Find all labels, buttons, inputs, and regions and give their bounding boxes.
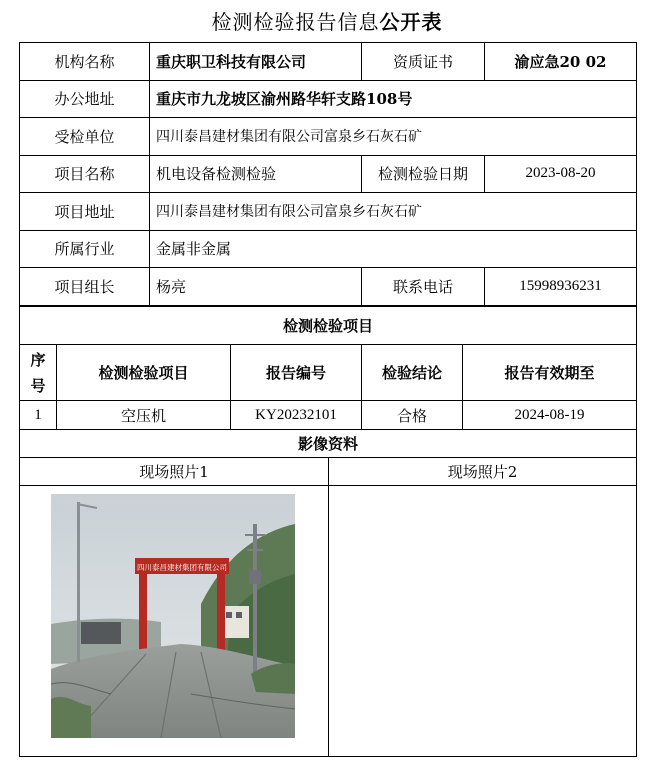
info-table xyxy=(19,42,637,306)
industry-label: 所属行业 xyxy=(20,230,150,268)
addr-label: 办公地址 xyxy=(20,80,150,118)
title-bold: 公开表 xyxy=(379,10,443,34)
page-title xyxy=(0,6,654,35)
site-photo-1 xyxy=(51,494,295,738)
images-caption-row xyxy=(20,458,637,486)
site-value: 四川泰昌建材集团有限公司富泉乡石灰石矿 xyxy=(150,193,637,231)
row-seq: 1 xyxy=(20,401,57,430)
industry-value: 金属非金属 xyxy=(150,230,637,268)
leader-value: 杨亮 xyxy=(150,268,362,306)
items-section-title: 检测检验项目 xyxy=(20,307,637,345)
client-label: 受检单位 xyxy=(20,118,150,156)
cert-value: 渝应急20 02 xyxy=(485,43,637,81)
header-conclusion: 检验结论 xyxy=(362,345,463,401)
photo2-label: 现场照片2 xyxy=(329,458,637,486)
items-header-row xyxy=(20,345,637,401)
header-valid-until: 报告有效期至 xyxy=(463,345,637,401)
info-row-leader xyxy=(20,268,637,306)
org-label: 机构名称 xyxy=(20,43,150,81)
project-label: 项目名称 xyxy=(20,155,150,193)
org-value: 重庆职卫科技有限公司 xyxy=(150,43,362,81)
info-row-project xyxy=(20,155,637,193)
phone-value: 15998936231 xyxy=(485,268,637,306)
images-content-row xyxy=(20,486,637,757)
info-row-addr xyxy=(20,80,637,118)
phone-label: 联系电话 xyxy=(362,268,485,306)
info-row-industry xyxy=(20,230,637,268)
site-photo-illustration xyxy=(51,494,295,738)
photo2-cell xyxy=(329,486,637,757)
client-value: 四川泰昌建材集团有限公司富泉乡石灰石矿 xyxy=(150,118,637,156)
photo1-label: 现场照片1 xyxy=(20,458,329,486)
items-section-row xyxy=(20,307,637,345)
info-row-org xyxy=(20,43,637,81)
leader-label: 项目组长 xyxy=(20,268,150,306)
header-item: 检测检验项目 xyxy=(57,345,231,401)
addr-value: 重庆市九龙坡区渝州路华轩支路108号 xyxy=(150,80,637,118)
cert-label: 资质证书 xyxy=(362,43,485,81)
header-seq: 序号 xyxy=(20,345,57,401)
title-normal: 检测检验报告信息 xyxy=(211,10,380,34)
project-value: 机电设备检测检验 xyxy=(150,155,362,193)
row-valid-until: 2024-08-19 xyxy=(463,401,637,430)
table-row xyxy=(20,401,637,430)
gate-sign-text: 四川泰昌建材集团有限公司 xyxy=(137,563,227,572)
images-table xyxy=(19,457,637,757)
info-row-site xyxy=(20,193,637,231)
info-row-client xyxy=(20,118,637,156)
row-item: 空压机 xyxy=(57,401,231,430)
date-value: 2023-08-20 xyxy=(485,155,637,193)
items-table xyxy=(19,306,637,458)
row-conclusion: 合格 xyxy=(362,401,463,430)
date-label: 检测检验日期 xyxy=(362,155,485,193)
row-report-no: KY20232101 xyxy=(231,401,362,430)
images-section-row xyxy=(20,430,637,458)
site-label: 项目地址 xyxy=(20,193,150,231)
photo1-cell xyxy=(20,486,329,757)
header-report-no: 报告编号 xyxy=(231,345,362,401)
images-section-title: 影像资料 xyxy=(20,430,637,458)
